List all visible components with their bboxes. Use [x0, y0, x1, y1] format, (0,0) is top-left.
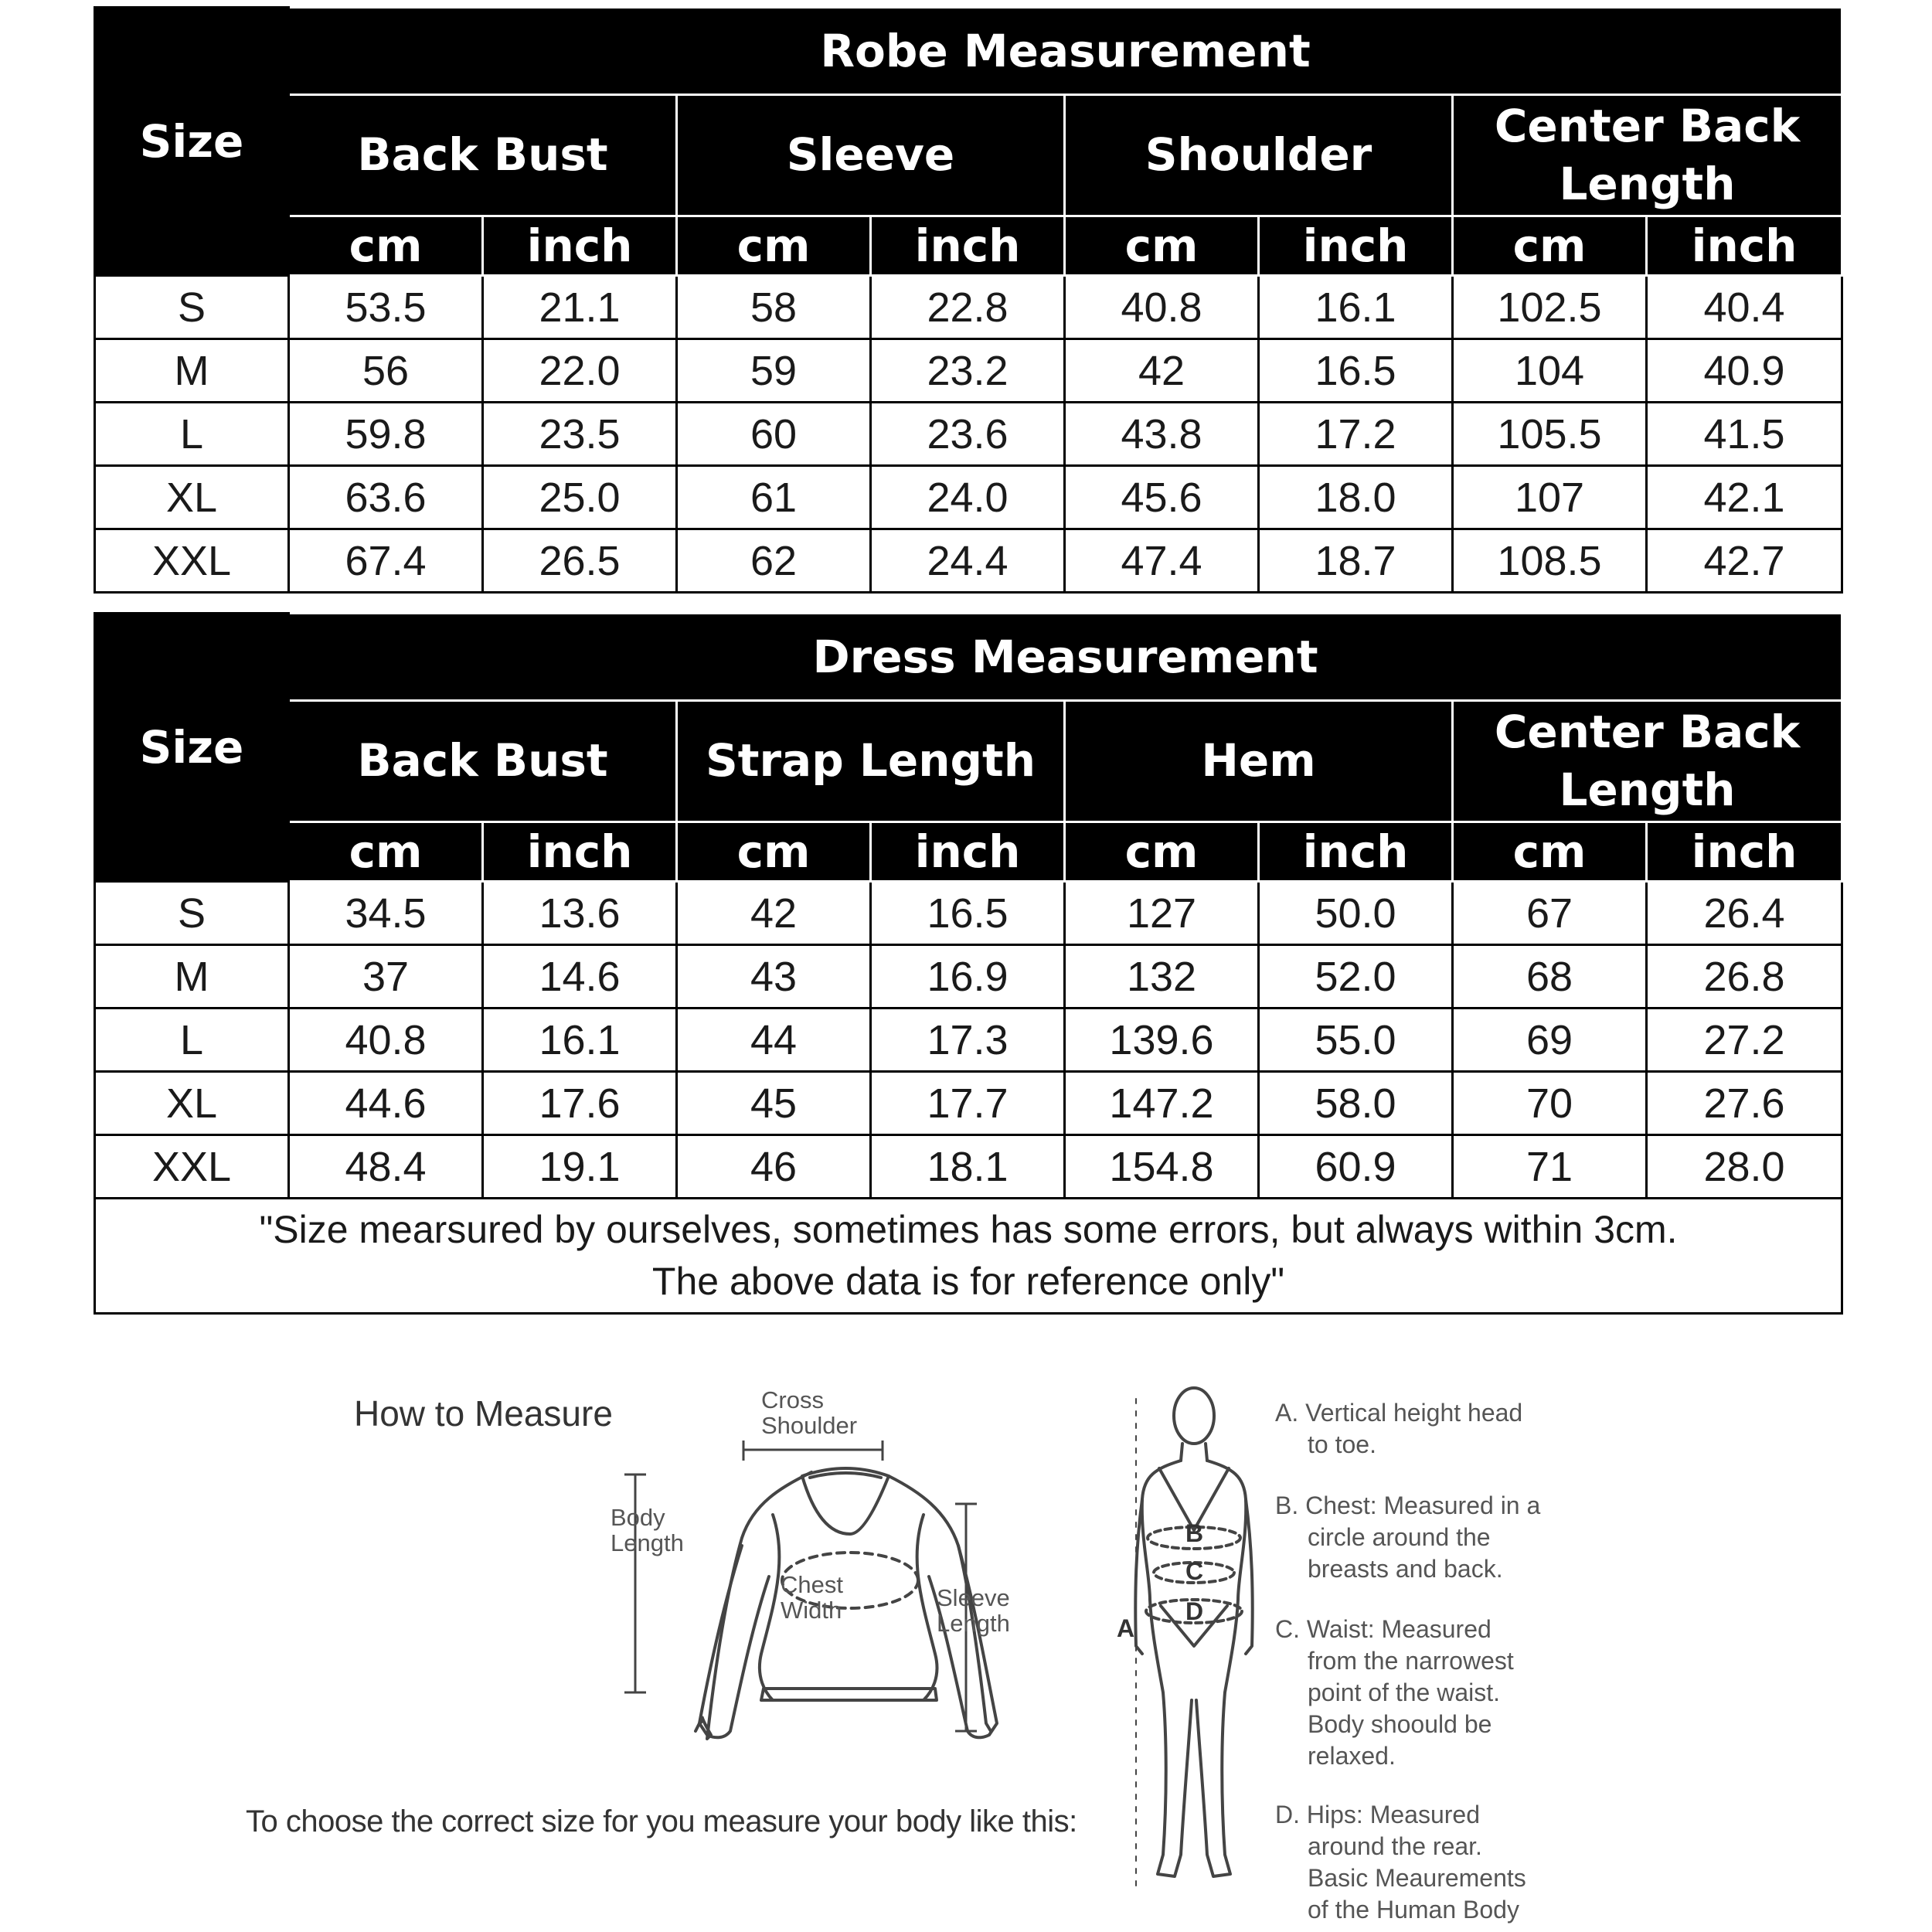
table-cell: 48.4 — [289, 1135, 483, 1199]
chest-width-label: Chest Width — [781, 1571, 843, 1624]
table-cell: 23.6 — [871, 403, 1065, 466]
table-cell: 18.0 — [1259, 466, 1453, 529]
disclaimer-line-1: "Size mearsured by ourselves, sometimes has some errors, but always within 3cm. — [259, 1207, 1678, 1251]
table-cell: 13.6 — [483, 882, 677, 945]
body-figure-illustration — [1135, 1388, 1252, 1886]
table-cell: 27.6 — [1647, 1072, 1842, 1135]
letter-d: D — [1185, 1597, 1204, 1625]
table-cell: 63.6 — [289, 466, 483, 529]
table-cell: 26.8 — [1647, 945, 1842, 1009]
legend-b: B. Chest: Measured in a circle around the breasts and back. — [1275, 1492, 1541, 1583]
table-cell: 24.4 — [871, 529, 1065, 593]
letter-a: A — [1117, 1614, 1135, 1642]
table-cell: 56 — [289, 339, 483, 403]
group-header-back-bust: Back Bust — [289, 701, 677, 822]
how-to-measure-title: How to Measure — [354, 1393, 613, 1434]
table-cell: 69 — [1453, 1009, 1647, 1072]
table-cell: 59 — [677, 339, 871, 403]
unit-cm: cm — [1065, 822, 1259, 882]
table-cell: 41.5 — [1647, 403, 1842, 466]
sleeve-length-label: Sleeve Length — [937, 1584, 1010, 1637]
table-cell: 28.0 — [1647, 1135, 1842, 1199]
size-cell: XXL — [95, 529, 289, 593]
size-cell: S — [95, 882, 289, 945]
group-header-center-back-length: Center Back Length — [1453, 701, 1842, 822]
table-cell: 34.5 — [289, 882, 483, 945]
table-cell: 18.1 — [871, 1135, 1065, 1199]
table-cell: 18.7 — [1259, 529, 1453, 593]
dress-title: Dress Measurement — [289, 614, 1842, 701]
table-cell: 58 — [677, 276, 871, 339]
table-cell: 16.1 — [1259, 276, 1453, 339]
unit-inch: inch — [1259, 216, 1453, 276]
table-cell: 16.5 — [871, 882, 1065, 945]
unit-cm: cm — [1453, 216, 1647, 276]
table-cell: 71 — [1453, 1135, 1647, 1199]
table-cell: 17.6 — [483, 1072, 677, 1135]
unit-cm: cm — [677, 216, 871, 276]
table-cell: 70 — [1453, 1072, 1647, 1135]
instruction-text: To choose the correct size for you measure your body like this: — [246, 1804, 1077, 1838]
table-cell: 105.5 — [1453, 403, 1647, 466]
table-cell: 46 — [677, 1135, 871, 1199]
size-cell: L — [95, 403, 289, 466]
table-cell: 44.6 — [289, 1072, 483, 1135]
size-cell: XL — [95, 466, 289, 529]
unit-inch: inch — [483, 216, 677, 276]
table-cell: 132 — [1065, 945, 1259, 1009]
table-cell: 104 — [1453, 339, 1647, 403]
unit-inch: inch — [1259, 822, 1453, 882]
table-cell: 45.6 — [1065, 466, 1259, 529]
robe-title: Robe Measurement — [289, 8, 1842, 95]
table-cell: 14.6 — [483, 945, 677, 1009]
table-cell: 67 — [1453, 882, 1647, 945]
size-cell: M — [95, 945, 289, 1009]
table-cell: 68 — [1453, 945, 1647, 1009]
unit-cm: cm — [1453, 822, 1647, 882]
table-cell: 44 — [677, 1009, 871, 1072]
group-header-strap-length: Strap Length — [677, 701, 1065, 822]
table-cell: 154.8 — [1065, 1135, 1259, 1199]
table-cell: 50.0 — [1259, 882, 1453, 945]
table-cell: 60.9 — [1259, 1135, 1453, 1199]
table-cell: 60 — [677, 403, 871, 466]
table-cell: 58.0 — [1259, 1072, 1453, 1135]
table-cell: 127 — [1065, 882, 1259, 945]
group-header-center-back-length: Center Back Length — [1453, 95, 1842, 216]
table-cell: 47.4 — [1065, 529, 1259, 593]
table-cell: 26.5 — [483, 529, 677, 593]
legend-d: D. Hips: Measured around the rear. Basic Meaurements of the Human Body — [1275, 1801, 1526, 1923]
table-cell: 43 — [677, 945, 871, 1009]
table-cell: 42.1 — [1647, 466, 1842, 529]
table-cell: 59.8 — [289, 403, 483, 466]
table-cell: 61 — [677, 466, 871, 529]
table-cell: 55.0 — [1259, 1009, 1453, 1072]
table-cell: 16.5 — [1259, 339, 1453, 403]
table-cell: 102.5 — [1453, 276, 1647, 339]
table-cell: 25.0 — [483, 466, 677, 529]
table-cell: 107 — [1453, 466, 1647, 529]
table-cell: 22.8 — [871, 276, 1065, 339]
table-cell: 42.7 — [1647, 529, 1842, 593]
unit-inch: inch — [871, 216, 1065, 276]
figure-letters — [1117, 1519, 1203, 1642]
table-cell: 16.9 — [871, 945, 1065, 1009]
unit-inch: inch — [1647, 822, 1842, 882]
table-cell: 17.3 — [871, 1009, 1065, 1072]
group-header-hem: Hem — [1065, 701, 1453, 822]
group-header-shoulder: Shoulder — [1065, 95, 1453, 216]
size-cell: XL — [95, 1072, 289, 1135]
size-header: Size — [95, 614, 289, 882]
letter-c: C — [1185, 1557, 1204, 1585]
unit-cm: cm — [677, 822, 871, 882]
cross-shoulder-label: Cross Shoulder — [761, 1386, 858, 1439]
size-header: Size — [95, 8, 289, 276]
table-cell: 42 — [1065, 339, 1259, 403]
unit-cm: cm — [289, 216, 483, 276]
table-cell: 23.2 — [871, 339, 1065, 403]
table-cell: 42 — [677, 882, 871, 945]
unit-inch: inch — [483, 822, 677, 882]
table-cell: 27.2 — [1647, 1009, 1842, 1072]
table-cell: 40.4 — [1647, 276, 1842, 339]
table-cell: 43.8 — [1065, 403, 1259, 466]
table-cell: 147.2 — [1065, 1072, 1259, 1135]
unit-inch: inch — [871, 822, 1065, 882]
table-cell: 17.2 — [1259, 403, 1453, 466]
legend-c: C. Waist: Measured from the narrowest point of the waist. Body shoould be relaxed. — [1275, 1615, 1514, 1770]
disclaimer-line-2: The above data is for reference only" — [651, 1260, 1285, 1303]
group-header-sleeve: Sleeve — [677, 95, 1065, 216]
table-cell: 17.7 — [871, 1072, 1065, 1135]
table-cell: 40.8 — [289, 1009, 483, 1072]
table-cell: 22.0 — [483, 339, 677, 403]
table-cell: 108.5 — [1453, 529, 1647, 593]
size-cell: M — [95, 339, 289, 403]
size-cell: L — [95, 1009, 289, 1072]
table-cell: 45 — [677, 1072, 871, 1135]
table-cell: 40.9 — [1647, 339, 1842, 403]
size-cell: XXL — [95, 1135, 289, 1199]
table-cell: 19.1 — [483, 1135, 677, 1199]
body-length-label: Body Length — [611, 1504, 684, 1556]
size-cell: S — [95, 276, 289, 339]
letter-b: B — [1185, 1519, 1204, 1547]
unit-cm: cm — [1065, 216, 1259, 276]
table-cell: 16.1 — [483, 1009, 677, 1072]
group-header-back-bust: Back Bust — [289, 95, 677, 216]
table-cell: 67.4 — [289, 529, 483, 593]
table-cell: 24.0 — [871, 466, 1065, 529]
table-cell: 52.0 — [1259, 945, 1453, 1009]
table-cell: 139.6 — [1065, 1009, 1259, 1072]
table-cell: 26.4 — [1647, 882, 1842, 945]
unit-inch: inch — [1647, 216, 1842, 276]
table-cell: 21.1 — [483, 276, 677, 339]
table-cell: 62 — [677, 529, 871, 593]
table-cell: 53.5 — [289, 276, 483, 339]
table-cell: 23.5 — [483, 403, 677, 466]
unit-cm: cm — [289, 822, 483, 882]
table-cell: 40.8 — [1065, 276, 1259, 339]
table-cell: 37 — [289, 945, 483, 1009]
legend-a: A. Vertical height head to toe. — [1275, 1399, 1523, 1458]
